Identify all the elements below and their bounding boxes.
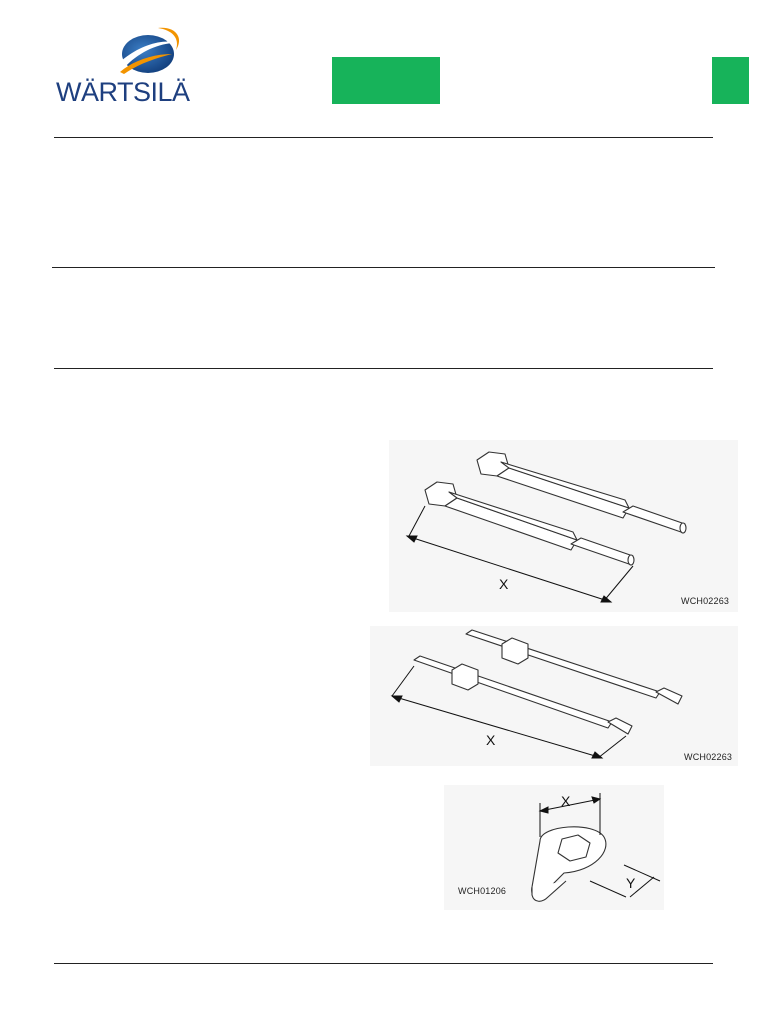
wartsila-logo (54, 24, 202, 110)
section-rule-2 (54, 368, 713, 369)
figure-1 (389, 440, 738, 612)
dimension-x-label: X (499, 576, 509, 592)
header-green-tab (712, 57, 749, 104)
section-rule-1 (52, 267, 715, 268)
footer-rule (54, 963, 713, 964)
dimension-y-label: Y (626, 875, 636, 891)
threaded-rod-drawing (370, 626, 738, 766)
header-green-block (332, 57, 440, 104)
figure-3 (444, 785, 664, 910)
bolt-tool-drawing (389, 440, 738, 612)
dimension-x-label: X (561, 793, 571, 809)
header-rule (54, 137, 713, 138)
figure-code: WCH01206 (458, 886, 507, 896)
figure-2 (370, 626, 738, 766)
wartsila-wordmark: WÄRTSILÄ (56, 77, 190, 107)
figure-code: WCH02263 (681, 596, 730, 606)
dimension-x-label: X (486, 732, 496, 748)
figure-code: WCH02263 (684, 752, 733, 762)
